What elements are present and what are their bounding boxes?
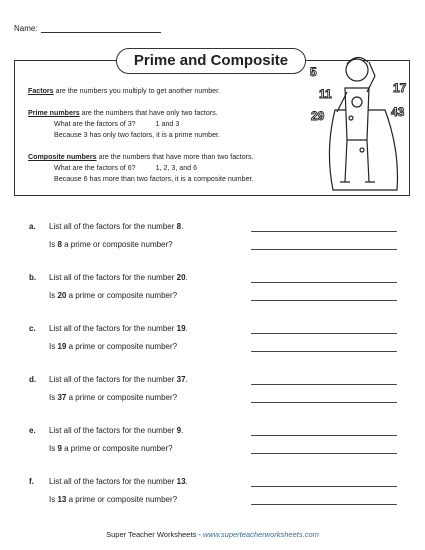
question-letter: a. [29,222,36,231]
prime-because: Because 3 has only two factors, it is a prime number. [54,131,220,139]
factors-answer-line[interactable] [251,435,397,436]
prime-composite-prompt: Is 9 a prime or composite number? [49,444,173,453]
composite-definition [28,152,254,185]
factors-answer-line[interactable] [251,282,397,283]
question-number-2: 8 [57,240,62,249]
question-letter: e. [29,426,36,435]
name-line[interactable] [41,24,161,33]
factors-prompt: List all of the factors for the number 9. [49,426,184,435]
question-number: 20 [176,273,186,282]
prime-term: Prime numbers [28,109,80,117]
superhero-character-illustration [305,40,415,195]
prime-composite-answer-line[interactable] [251,402,397,403]
prime-definition [28,108,220,141]
factors-prompt: List all of the factors for the number 13. [49,477,188,486]
composite-text: are the numbers that have more than two factors. [96,153,254,161]
question-letter: d. [29,375,37,384]
page-title: Prime and Composite [116,48,306,74]
question-letter: b. [29,273,37,282]
question-number-2: 9 [57,444,62,453]
question-number: 37 [176,375,186,384]
factors-definition [28,86,220,97]
footer [0,530,425,539]
character-number-43: 43 [391,105,405,119]
factors-term: Factors [28,87,54,95]
question-number-2: 13 [57,495,67,504]
composite-because: Because 6 has more than two factors, it is a composite number. [54,175,254,183]
factors-answer-line[interactable] [251,231,397,232]
prime-composite-answer-line[interactable] [251,453,397,454]
prime-composite-prompt: Is 13 a prime or composite number? [49,495,178,504]
character-number-29: 29 [311,109,325,123]
factors-answer-line[interactable] [251,333,397,334]
composite-term: Composite numbers [28,153,97,161]
factors-prompt: List all of the factors for the number 19. [49,324,188,333]
factors-prompt: List all of the factors for the number 37. [49,375,188,384]
prime-composite-answer-line[interactable] [251,351,397,352]
question-letter: c. [29,324,36,333]
factors-prompt: List all of the factors for the number 20. [49,273,188,282]
factors-prompt: List all of the factors for the number 8. [49,222,184,231]
composite-answer: 1, 2, 3, and 6 [155,164,198,172]
prime-composite-prompt: Is 37 a prime or composite number? [49,393,178,402]
footer-url[interactable]: www.superteacherworksheets.com [202,530,319,539]
prime-question: What are the factors of 3? [54,120,136,128]
question-number-2: 37 [57,393,67,402]
footer-site: Super Teacher Worksheets - [106,530,203,539]
composite-question: What are the factors of 6? [54,164,136,172]
question-letter: f. [29,477,34,486]
character-number-11: 11 [319,87,332,101]
name-label: Name: [14,24,38,33]
prime-answer: 1 and 3 [155,120,180,128]
prime-composite-answer-line[interactable] [251,504,397,505]
character-number-17: 17 [393,81,407,95]
character-number-5: 5 [310,65,317,79]
prime-composite-answer-line[interactable] [251,249,397,250]
question-number-2: 20 [57,291,67,300]
prime-composite-prompt: Is 20 a prime or composite number? [49,291,178,300]
prime-composite-prompt: Is 19 a prime or composite number? [49,342,178,351]
question-number: 13 [176,477,186,486]
factors-answer-line[interactable] [251,486,397,487]
question-number-2: 19 [57,342,67,351]
name-field[interactable] [14,24,161,33]
factors-answer-line[interactable] [251,384,397,385]
prime-composite-answer-line[interactable] [251,300,397,301]
prime-text: are the numbers that have only two factors. [79,109,218,117]
prime-composite-prompt: Is 8 a prime or composite number? [49,240,173,249]
factors-text: are the numbers you multiply to get another number. [53,87,221,95]
question-number: 9 [176,426,182,435]
question-number: 8 [176,222,182,231]
question-number: 19 [176,324,186,333]
